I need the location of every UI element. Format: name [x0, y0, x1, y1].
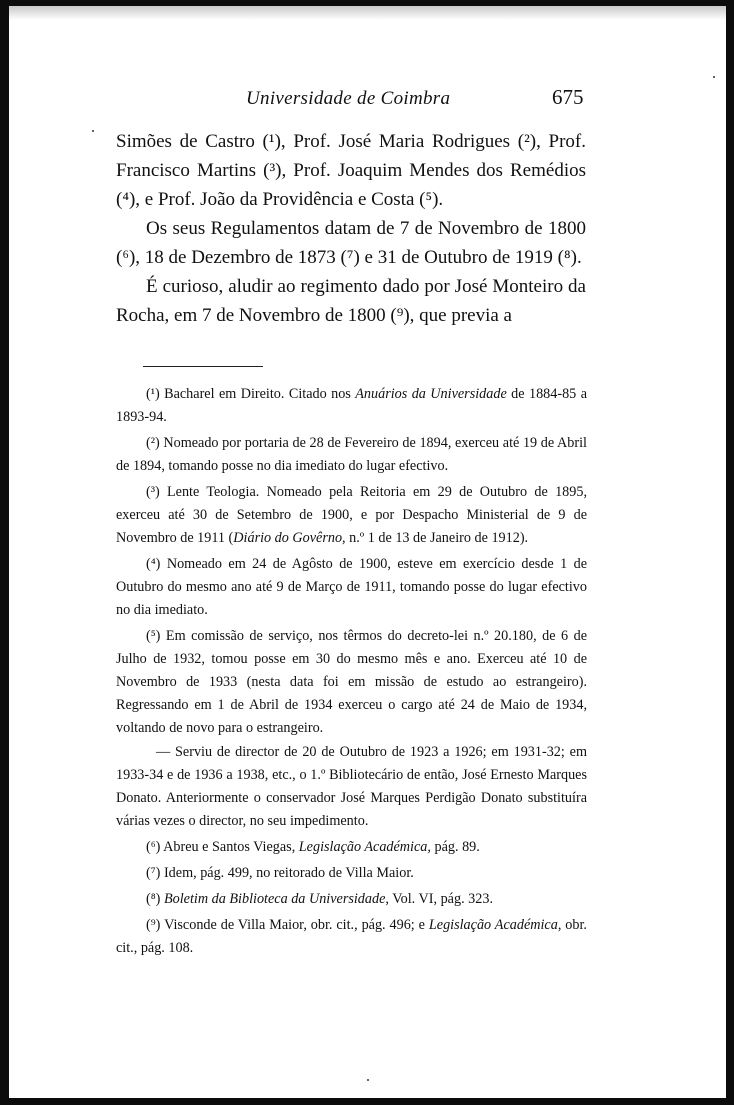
footnote — [116, 432, 587, 478]
footnote-marker: (³) — [146, 484, 160, 500]
footnotes — [116, 383, 587, 963]
footnote-italic: Legislação Académica, — [428, 917, 562, 933]
footnote — [116, 625, 587, 740]
footnote-text: Nomeado por portaria de 28 de Fevereiro de 1894, exerceu até 19 de Abril de 1894, tomando posse no dia imediato do lugar efectivo. — [116, 435, 587, 474]
footnote-text: Visconde de Villa Maior, obr. cit., pág. 496; e — [164, 917, 429, 933]
body-paragraph: Os seus Regulamentos datam de 7 de Novembro de 1800 (⁶), 18 de Dezembro de 1873 (⁷) e 31 de Outubro de 1919 (⁸). — [116, 218, 586, 268]
footnote-marker: (⁴) — [146, 556, 161, 572]
body-paragraph: Simões de Castro (¹), Prof. José Maria Rodrigues (²), Prof. Francisco Martins (³), Prof. Joaquim Mendes dos Remédios (⁴), e Prof. João da Providência e Costa (⁵). — [116, 131, 586, 210]
scan-shadow — [9, 6, 726, 20]
footnote-text: Em comissão de serviço, nos têrmos do decreto-lei n.º 20.180, de 6 de Julho de 1932, tomou posse em 30 do mesmo mês e ano. Exerceu até 10 de Novembro de 1933 (nesta data foi em missão de estudo ao estrangeiro). Regressando em 1 de Abril de 1934 exerceu o cargo até 24 de Maio de 1934, voltando de novo para o estrangeiro. — [116, 628, 587, 736]
scan-speck — [92, 130, 94, 132]
footnote-marker: (²) — [146, 435, 160, 451]
footnote — [116, 383, 587, 429]
footnote — [116, 481, 587, 550]
footnote-after: de 1884-85 a 1893-94. — [116, 386, 587, 425]
scan-speck — [367, 1079, 369, 1081]
footnote-after: n.º 1 de 13 de Janeiro de 1912). — [345, 530, 529, 546]
scan-speck — [713, 76, 715, 78]
footnote-marker: (⁵) — [146, 628, 161, 644]
body-text — [116, 127, 586, 330]
footnote — [116, 836, 587, 859]
footnote — [116, 914, 587, 960]
footnote-italic: Legislação Académica, — [298, 839, 431, 855]
footnote — [116, 553, 587, 622]
footnote-text: Nomeado em 24 de Agôsto de 1900, esteve em exercício desde 1 de Outubro do mesmo ano até 9 de Março de 1911, tomando posse do lugar efectivo no dia imediato. — [116, 556, 588, 618]
footnote-text: — Serviu de director de 20 de Outubro de 1923 a 1926; em 1931-32; em 1933-34 e de 1936 a 1938, etc., o 1.º Bibliotecário de então, José Ernesto Marques Donato. Anteriormente o conservador José Marques Perdigão Donato substituíra várias vezes o director, no seu impedimento. — [116, 744, 587, 829]
footnote-italic: Anuários da Universidade — [355, 386, 507, 402]
body-paragraph: É curioso, aludir ao regimento dado por José Monteiro da Rocha, em 7 de Novembro de 1800 (⁹), que previa a — [116, 276, 586, 326]
footnote-continuation — [116, 741, 587, 833]
footnote-marker: (⁹) — [146, 917, 161, 933]
footnote-separator — [143, 366, 263, 367]
footnote-text: Abreu e Santos Viegas, — [163, 839, 299, 855]
footnote-italic: Diário do Govêrno, — [233, 530, 346, 546]
footnote-after: pág. 89. — [430, 839, 480, 855]
footnote-marker: (¹) — [146, 386, 160, 402]
footnote — [116, 888, 587, 911]
footnote-marker: (⁶) — [146, 839, 161, 855]
footnote-after: Vol. VI, pág. 323. — [388, 891, 493, 907]
footnote-marker: (⁸) — [146, 891, 161, 907]
page-header — [0, 85, 734, 116]
footnote-text: Lente Teologia. Nomeado pela Reitoria em 29 de Outubro de 1895, exerceu até 30 de Setembro de 1900, e por Despacho Ministerial de 9 de Novembro de 1911 ( — [116, 484, 587, 546]
footnote-marker: (⁷) — [146, 865, 161, 881]
footnote — [116, 862, 587, 885]
footnote-italic: Boletim da Biblioteca da Universidade, — [163, 891, 389, 907]
running-title: Universidade de Coimbra — [246, 88, 451, 109]
footnote-after: obr. cit., pág. 108. — [116, 917, 587, 956]
footnote-text: Bacharel em Direito. Citado nos — [164, 386, 356, 402]
footnote-text: Idem, pág. 499, no reitorado de Villa Maior. — [163, 865, 414, 881]
page-number: 675 — [552, 85, 584, 109]
